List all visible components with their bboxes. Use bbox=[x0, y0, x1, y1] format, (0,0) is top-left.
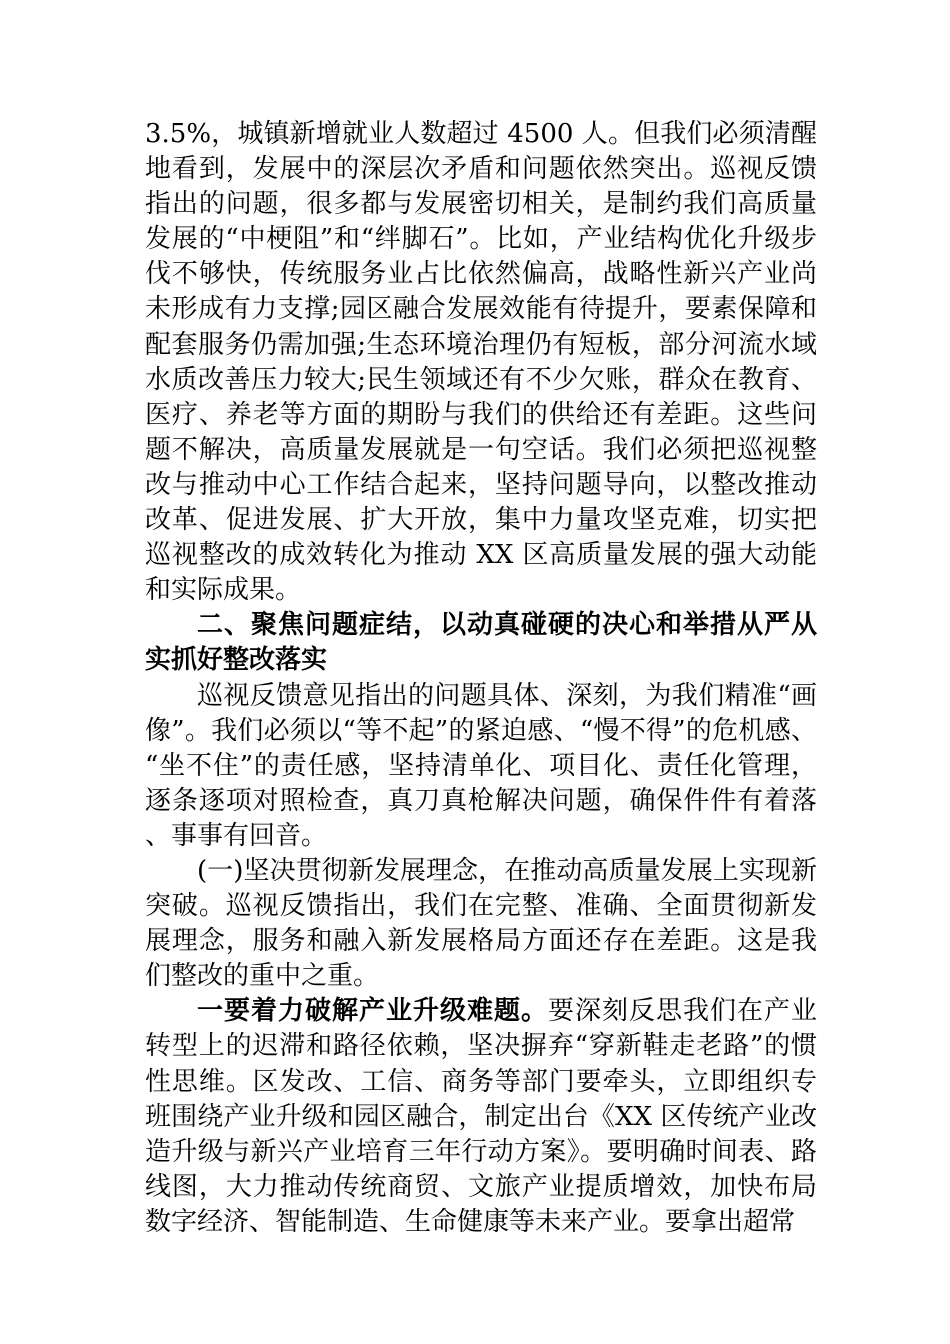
paragraph-inspection-feedback: 巡视反馈意见指出的问题具体、深刻，为我们精准“画像”。我们必须以“等不起”的紧迫感、“慢不得”的危机感、“坐不住”的责任感，坚持清单化、项目化、责任化管理，逐条逐项对照检查，真刀真枪解决问题，确保件件有着落、事事有回音。 bbox=[145, 680, 817, 851]
paragraph-new-development-concept: (一)坚决贯彻新发展理念，在推动高质量发展上实现新突破。巡视反馈指出，我们在完整、准确、全面贯彻新发展理念，服务和融入新发展格局方面还存在差距。这是我们整改的重中之重。 bbox=[145, 855, 817, 992]
paragraph-industrial-upgrade bbox=[145, 994, 817, 1240]
paragraph-lead-bold: 一要着力破解产业升级难题。 bbox=[197, 996, 548, 1027]
paragraph-industrial-upgrade-body: 要深刻反思我们在产业转型上的迟滞和路径依赖，坚决摒弃“穿新鞋走老路”的惯性思维。区发改、工信、商务等部门要牵头，立即组织专班围绕产业升级和园区融合，制定出台《XX 区传统产业改造升级与新兴产业培育三年行动方案》。要明确时间表、路线图，大力推动传统商贸、文旅产业提质增效，加快布局数字经济、智能制造、生命健康等未来产业。要拿出超常 bbox=[145, 996, 817, 1237]
document-body bbox=[145, 117, 817, 1240]
section-heading-two: 二、聚焦问题症结，以动真碰硬的决心和举措从严从实抓好整改落实 bbox=[145, 610, 817, 676]
paragraph-development-issues: 3.5%，城镇新增就业人数超过 4500 人。但我们必须清醒地看到，发展中的深层次矛盾和问题依然突出。巡视反馈指出的问题，很多都与发展密切相关，是制约我们高质量发展的“中梗阻”和“绊脚石”。比如，产业结构优化升级步伐不够快，传统服务业占比依然偏高，战略性新兴产业尚未形成有力支撑;园区融合发展效能有待提升，要素保障和配套服务仍需加强;生态环境治理仍有短板，部分河流水域水质改善压力较大;民生领域还有不少欠账，群众在教育、医疗、养老等方面的期盼与我们的供给还有差距。这些问题不解决，高质量发展就是一句空话。我们必须把巡视整改与推动中心工作结合起来，坚持问题导向，以整改推动改革、促进发展、扩大开放，集中力量攻坚克难，切实把巡视整改的成效转化为推动 XX 区高质量发展的强大动能和实际成果。 bbox=[145, 119, 817, 606]
